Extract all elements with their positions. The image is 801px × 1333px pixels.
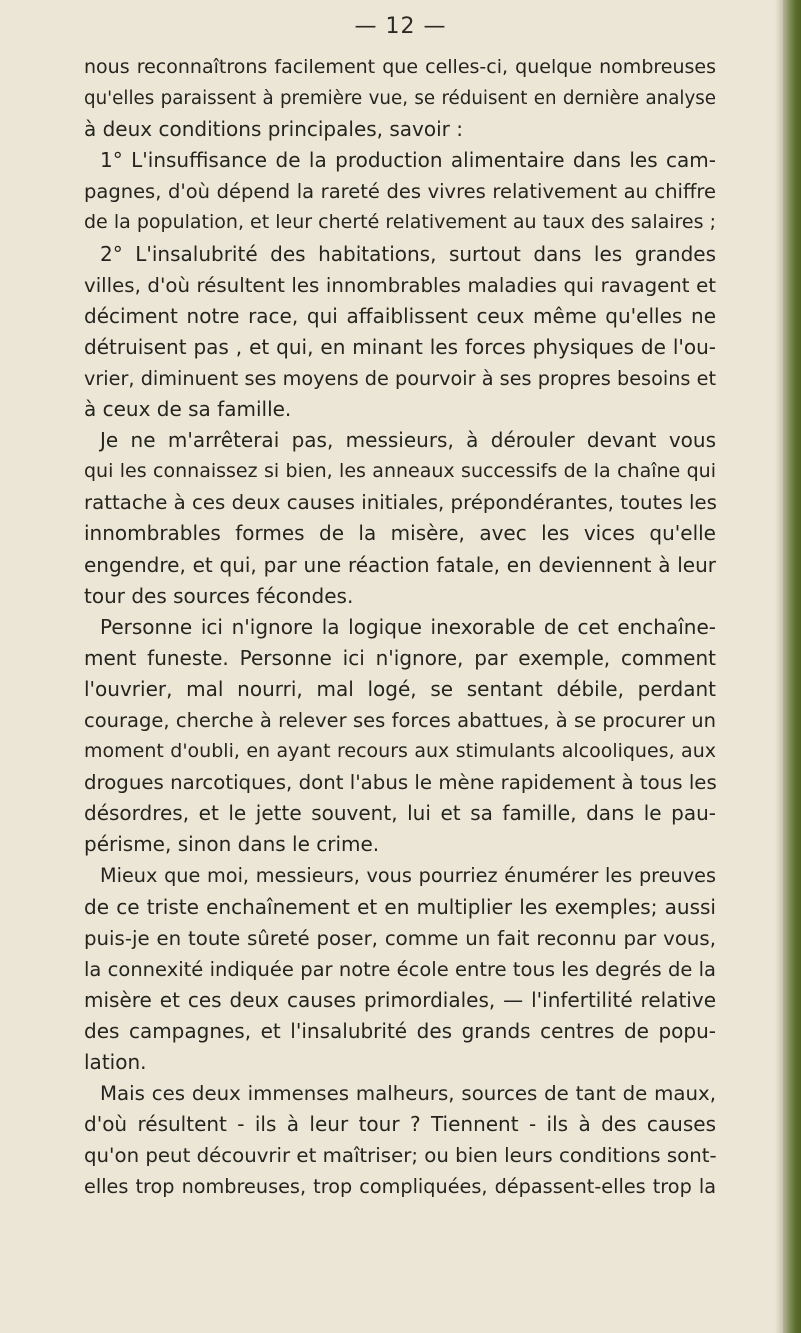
text-line: engendre, et qui, par une réaction fatale, en deviennent à leur bbox=[84, 552, 716, 577]
text-line: désordres, et le jette souvent, lui et sa famille, dans le pau- bbox=[84, 801, 716, 826]
text-line: rattache à ces deux causes initiales, prépondérantes, toutes les bbox=[84, 491, 717, 515]
text-line: qu'on peut découvrir et maîtriser; ou bien leurs conditions sont- bbox=[84, 1144, 717, 1168]
text-line: de la population, et leur cherté relativement au taux des salaires ; bbox=[84, 211, 716, 234]
text-line: l'ouvrier, mal nourri, mal logé, se sentant débile, perdant bbox=[84, 676, 716, 701]
text-line: déciment notre race, qui affaiblissent ceux même qu'elles ne bbox=[84, 303, 716, 328]
text-line: moment d'oubli, en ayant recours aux stimulants alcooliques, aux bbox=[84, 740, 716, 763]
text-line: détruisent pas , et qui, en minant les forces physiques de l'ou- bbox=[84, 334, 716, 359]
text-line: nous reconnaîtrons facilement que celles-ci, quelque nombreuses bbox=[84, 56, 716, 78]
text-line: des campagnes, et l'insalubrité des grands centres de popu- bbox=[84, 1018, 716, 1043]
text-line: 2° L'insalubrité des habitations, surtout dans les grandes bbox=[100, 241, 716, 266]
text-line: tour des sources fécondes. bbox=[84, 583, 354, 608]
text-line: villes, d'où résultent les innombrables maladies qui ravagent et bbox=[84, 273, 716, 297]
text-line: misère et ces deux causes primordiales, — l'infertilité relative bbox=[84, 987, 716, 1012]
text-line: vrier, diminuent ses moyens de pourvoir à ses propres besoins et bbox=[84, 366, 716, 390]
text-line: Personne ici n'ignore la logique inexorable de cet enchaîne- bbox=[100, 614, 716, 639]
text-line: 1° L'insuffisance de la production alimentaire dans les cam- bbox=[100, 148, 716, 173]
page-number: — 12 — bbox=[354, 14, 447, 39]
text-line: innombrables formes de la misère, avec les vices qu'elle bbox=[84, 521, 716, 546]
text-line: puis-je en toute sûreté poser, comme un fait reconnu par vous, bbox=[84, 926, 716, 950]
text-line: lation. bbox=[84, 1050, 147, 1074]
text-line: drogues narcotiques, dont l'abus le mène rapidement à tous les bbox=[84, 771, 717, 795]
text-line: qui les connaissez si bien, les anneaux successifs de la chaîne qui bbox=[84, 460, 716, 483]
body-text bbox=[84, 52, 716, 1202]
text-line: de ce triste enchaînement et en multiplier les exemples; aussi bbox=[84, 894, 716, 919]
scan-edge-shadow bbox=[775, 0, 783, 1333]
text-line: pagnes, d'où dépend la rareté des vivres relativement au chiffre bbox=[84, 180, 716, 204]
text-line: Je ne m'arrêterai pas, messieurs, à dérouler devant vous bbox=[100, 428, 716, 453]
text-line: périsme, sinon dans le crime. bbox=[84, 832, 380, 857]
text-line: la connexité indiquée par notre école entre tous les degrés de la bbox=[84, 957, 716, 981]
text-line: d'où résultent - ils à leur tour ? Tiennent - ils à des causes bbox=[84, 1112, 716, 1137]
scan-edge bbox=[783, 0, 801, 1333]
text-line: Mieux que moi, messieurs, vous pourriez énumérer les preuves bbox=[100, 864, 716, 888]
text-line: ment funeste. Personne ici n'ignore, par exemple, comment bbox=[84, 645, 716, 670]
text-line: courage, cherche à relever ses forces abattues, à se procurer un bbox=[84, 708, 716, 732]
text-line: à deux conditions principales, savoir : bbox=[84, 117, 464, 142]
text-line: qu'elles paraissent à première vue, se réduisent en dernière analyse bbox=[84, 88, 716, 110]
text-line: à ceux de sa famille. bbox=[84, 397, 292, 422]
text-line: elles trop nombreuses, trop compliquées, dépassent-elles trop la bbox=[84, 1175, 716, 1199]
text-line: Mais ces deux immenses malheurs, sources de tant de maux, bbox=[100, 1082, 716, 1106]
